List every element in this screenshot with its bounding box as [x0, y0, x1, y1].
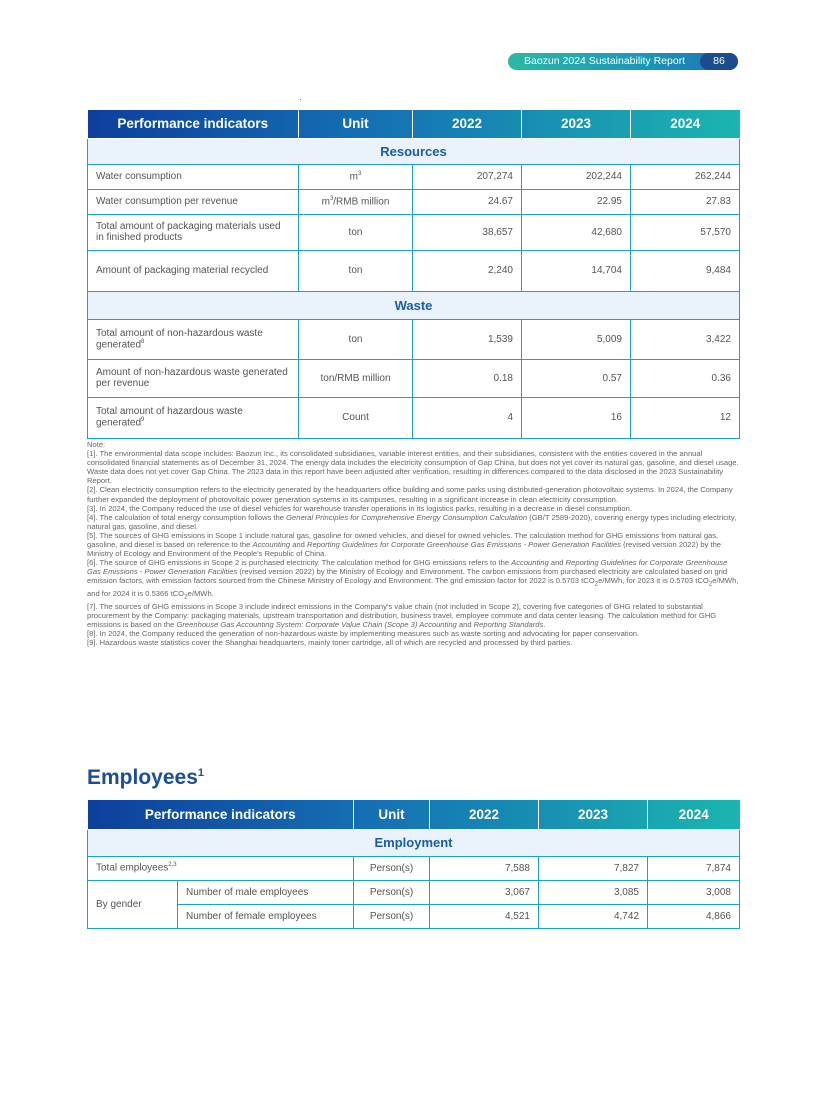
header-2023: 2023 [522, 110, 631, 138]
indicator-cell: Total amount of non-hazardous waste generated$^8$ [88, 319, 299, 359]
table-header-row [88, 800, 740, 829]
table-row [88, 319, 740, 359]
header-2024: 2024 [631, 110, 740, 138]
indicator-cell: Water consumption per revenue [88, 189, 299, 214]
table-header-row [88, 110, 740, 138]
value-2022: 24.67 [413, 189, 522, 214]
value-2022: 1,539 [413, 319, 522, 359]
value-2023: 7,827 [539, 856, 648, 880]
value-2022: 4,521 [430, 904, 539, 928]
header-performance-indicators: Performance indicators [88, 800, 354, 829]
value-2022: 38,657 [413, 214, 522, 250]
note-5: [5]. The sources of GHG emissions in Scope 1 include natural gas, gasoline for owned vehicles, and diesel for owned vehicles. The calculation method for GHG emissions from natural gas, gasoline, and diesel is based on reference to the Accounting and Reporting Guidelines for Corporate Greenhouse Gas Emissions - Power Generation Facilities (revised version 2022) by the Ministry of Ecology and Environment of the People's Republic of China. [87, 530, 722, 559]
notes-label: Note: [87, 440, 106, 449]
table-row [88, 880, 740, 904]
note-3: [3]. In 2024, the Company reduced the use of diesel vehicles for warehouse transfer operations in its logistics parks, resulting in a decrease in diesel consumption. [87, 503, 632, 513]
value-2022: 0.18 [413, 359, 522, 397]
employees-title: Employees$^1$ [87, 766, 205, 789]
value-2023: 5,009 [522, 319, 631, 359]
section-row [88, 291, 740, 319]
header-2023: 2023 [539, 800, 648, 829]
indicator-cell: Number of female employees [178, 904, 354, 928]
header-unit: Unit [354, 800, 430, 829]
section-row [88, 829, 740, 856]
table-row [88, 904, 740, 928]
table-row [88, 856, 740, 880]
note-1: [1]. The environmental data scope includes: Baozun Inc., its consolidated subsidiaries, variable interest entities, and their subsidiaries, consistent with the entities covered in the annual consolidated financial statements as of December 31, 2024. The energy data includes the electricity consumption of Gap China, but does not yet cover its natural gas, gasoline, and diesel usage. Waste data does not yet cover Gap China. The 2023 data in this report have been adjusted after verification, resulting in differences compared to the data disclosed in the 2023 Sustainability Report. [87, 449, 739, 486]
value-2024: 4,866 [648, 904, 740, 928]
section-resources: Resources [88, 138, 740, 164]
indicator-cell: Total amount of packaging materials used in finished products [88, 214, 299, 250]
report-header [508, 53, 738, 70]
value-2022: 4 [413, 397, 522, 438]
indicator-cell: Total employees$^{2,3}$ [88, 856, 354, 880]
value-2024: 9,484 [631, 250, 740, 291]
value-2023: 42,680 [522, 214, 631, 250]
table-row [88, 164, 740, 189]
header-performance-indicators: Performance indicators [88, 110, 299, 138]
value-2022: 2,240 [413, 250, 522, 291]
value-2024: 57,570 [631, 214, 740, 250]
unit-cell: ton/RMB million [299, 359, 413, 397]
unit-cell: ton [299, 319, 413, 359]
unit-cell: $m^3$/RMB million [299, 189, 413, 214]
value-2022: 3,067 [430, 880, 539, 904]
header-2022: 2022 [413, 110, 522, 138]
unit-cell: ton [299, 214, 413, 250]
value-2022: 7,588 [430, 856, 539, 880]
unit-cell: ton [299, 250, 413, 291]
value-2024: 7,874 [648, 856, 740, 880]
header-unit: Unit [299, 110, 413, 138]
unit-cell: Count [299, 397, 413, 438]
value-2023: 4,742 [539, 904, 648, 928]
value-2024: 12 [631, 397, 740, 438]
indicator-cell: Total amount of hazardous waste generated$^9$ [88, 397, 299, 438]
note-4: [4]. The calculation of total energy consumption follows the General Principles for Comprehensive Energy Consumption Calculation (GB/T 2589-2020), covering energy types including electricity, natural gas, gasoline, and diesel. [87, 512, 737, 531]
unit-cell: Person(s) [354, 880, 430, 904]
indicator-cell: Water consumption [88, 164, 299, 189]
report-title: Baozun 2024 Sustainability Report [524, 55, 686, 67]
by-gender-label: By gender [88, 880, 178, 928]
value-2024: 3,422 [631, 319, 740, 359]
section-row [88, 138, 740, 164]
note-7: [7]. The sources of GHG emissions in Scope 3 include indirect emissions in the Company's value chain (not included in Scope 2), covering five categories of GHG related to substantial procurement by the Company: packaging materials, upstream transportation and distribution, business travel, employee commute and data center leasing. The calculation method for GHG emissions is based on the Greenhouse Gas Accounting System: Corporate Value Chain (Scope 3) Accounting and Reporting Standards. [87, 601, 717, 629]
value-2023: 202,244 [522, 164, 631, 189]
header-2024: 2024 [648, 800, 740, 829]
unit-cell: $m^3$ [299, 164, 413, 189]
value-2024: 262,244 [631, 164, 740, 189]
value-2024: 0.36 [631, 359, 740, 397]
employees-performance-table [87, 800, 740, 929]
table-row [88, 250, 740, 291]
table-row [88, 214, 740, 250]
note-8: [8]. In 2024, the Company reduced the generation of non-hazardous waste by implementing measures such as waste sorting and advocating for paper conservation. [87, 628, 640, 638]
header-2022: 2022 [430, 800, 539, 829]
page-number: 86 [700, 53, 738, 70]
value-2024: 27.83 [631, 189, 740, 214]
value-2023: 22.95 [522, 189, 631, 214]
environment-performance-table [87, 110, 740, 439]
value-2023: 14,704 [522, 250, 631, 291]
unit-cell: Person(s) [354, 856, 430, 880]
value-2024: 3,008 [648, 880, 740, 904]
note-6: [6]. The source of GHG emissions in Scope 2 is purchased electricity. The calculation method for GHG emissions refers to the Accounting and Reporting Guidelines for Corporate Greenhouse Gas Emissions - Power Generation Facilities (revised version 2022) by the Ministry of Ecology and Environment. The carbon emissions from purchased electricity are calculated based on grid emission factors, with emission factors sourced from the Chinese Ministry of Ecology and Environment. The grid emission factor for 2022 is 0.5703 tCO$_2$e/MWh, for 2023 it is 0.5703 tCO$_2$e/MWh, and for 2024 it is 0.5366 tCO$_2$e/MWh. [87, 558, 739, 601]
table-notes [87, 440, 739, 647]
value-2022: 207,274 [413, 164, 522, 189]
value-2023: 3,085 [539, 880, 648, 904]
indicator-cell: Amount of non-hazardous waste generated per revenue [88, 359, 299, 397]
value-2023: 16 [522, 397, 631, 438]
section-employment: Employment [88, 829, 740, 856]
indicator-cell: Number of male employees [178, 880, 354, 904]
decorative-dot [300, 99, 301, 100]
section-waste: Waste [88, 291, 740, 319]
note-9: [9]. Hazardous waste statistics cover the Shanghai headquarters, mainly toner cartridge, all of which are recycled and processed by third parties. [87, 638, 573, 647]
note-2: [2]. Clean electricity consumption refers to the electricity generated by the headquarters office building and some parks using distributed-generation photovoltaic systems. In 2024, the Company further expanded the deployment of photovoltaic power generation systems in its campuses, resulting in a significant increase in clean electricity consumption. [87, 485, 733, 504]
table-row [88, 397, 740, 438]
table-row [88, 189, 740, 214]
table-row [88, 359, 740, 397]
indicator-cell: Amount of packaging material recycled [88, 250, 299, 291]
unit-cell: Person(s) [354, 904, 430, 928]
value-2023: 0.57 [522, 359, 631, 397]
